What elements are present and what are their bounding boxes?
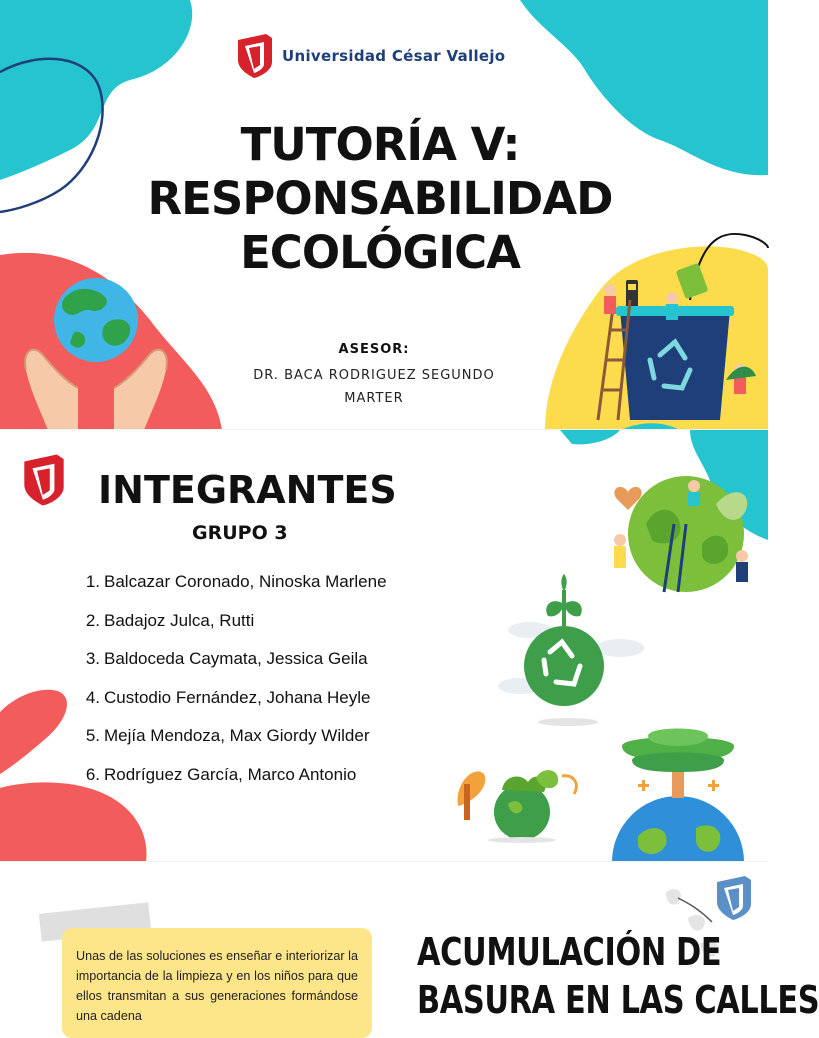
list-item: [70, 688, 387, 727]
recycling-bin-illustration-icon: [590, 260, 760, 425]
list-item: [70, 572, 387, 611]
advisor-label: ASESOR:: [338, 342, 410, 357]
garbage-slide: [0, 862, 819, 1024]
recycle-globe-icon: [490, 570, 650, 730]
group-label: GRUPO 3: [192, 522, 288, 544]
university-logo: [236, 34, 505, 78]
list-item: [70, 765, 387, 804]
cover-title-line: RESPONSABILIDAD: [147, 172, 613, 225]
note-card: [62, 928, 372, 1038]
members-list: [70, 572, 387, 803]
ucv-logo-icon: [22, 454, 66, 506]
list-number: 3.: [85, 649, 100, 668]
cover-title-line: ECOLÓGICA: [240, 226, 520, 279]
members-slide: [0, 430, 768, 862]
list-number: 4.: [85, 687, 100, 707]
list-item: [70, 611, 387, 650]
list-number: 2.: [85, 610, 100, 630]
list-item: [70, 649, 387, 688]
earth-in-hands-icon: [18, 270, 178, 430]
garbage-title-line: BASURA EN LAS CALLES: [417, 978, 819, 1022]
garbage-title-line: ACUMULACIÓN DE: [417, 930, 722, 974]
garbage-title: [417, 928, 819, 1024]
list-number: 5.: [85, 726, 100, 745]
list-item: [70, 726, 387, 765]
member-name: Badajoz Julca, Rutti: [104, 610, 255, 630]
university-name: Universidad César Vallejo: [282, 47, 506, 65]
member-name: Rodríguez García, Marco Antonio: [104, 764, 357, 784]
member-name: Custodio Fernández, Johana Heyle: [104, 687, 371, 707]
member-name: Balcazar Coronado, Ninoska Marlene: [104, 572, 387, 591]
members-title: INTEGRANTES: [98, 468, 397, 512]
globe-tree-icon: [444, 754, 584, 844]
advisor-name: DR. BACA RODRIGUEZ SEGUNDO MARTER: [253, 368, 495, 406]
cover-title-line: TUTORÍA V:: [240, 118, 520, 171]
member-name: Baldoceda Caymata, Jessica Geila: [104, 649, 368, 668]
member-name: Mejía Mendoza, Max Giordy Wilder: [104, 726, 370, 745]
earth-tree-icon: [608, 724, 748, 862]
list-number: 1.: [85, 572, 100, 591]
cover-slide: [0, 0, 768, 430]
ucv-logo-icon: [236, 34, 274, 78]
note-text: Unas de las soluciones es enseñar e interiorizar la importancia de la limpieza y en los niños para que ellos transmitan a sus generaciones formándose una cadena: [76, 949, 358, 1023]
list-number: 6.: [85, 764, 100, 784]
ucv-logo-icon: [714, 876, 754, 920]
cover-title: [60, 118, 700, 280]
